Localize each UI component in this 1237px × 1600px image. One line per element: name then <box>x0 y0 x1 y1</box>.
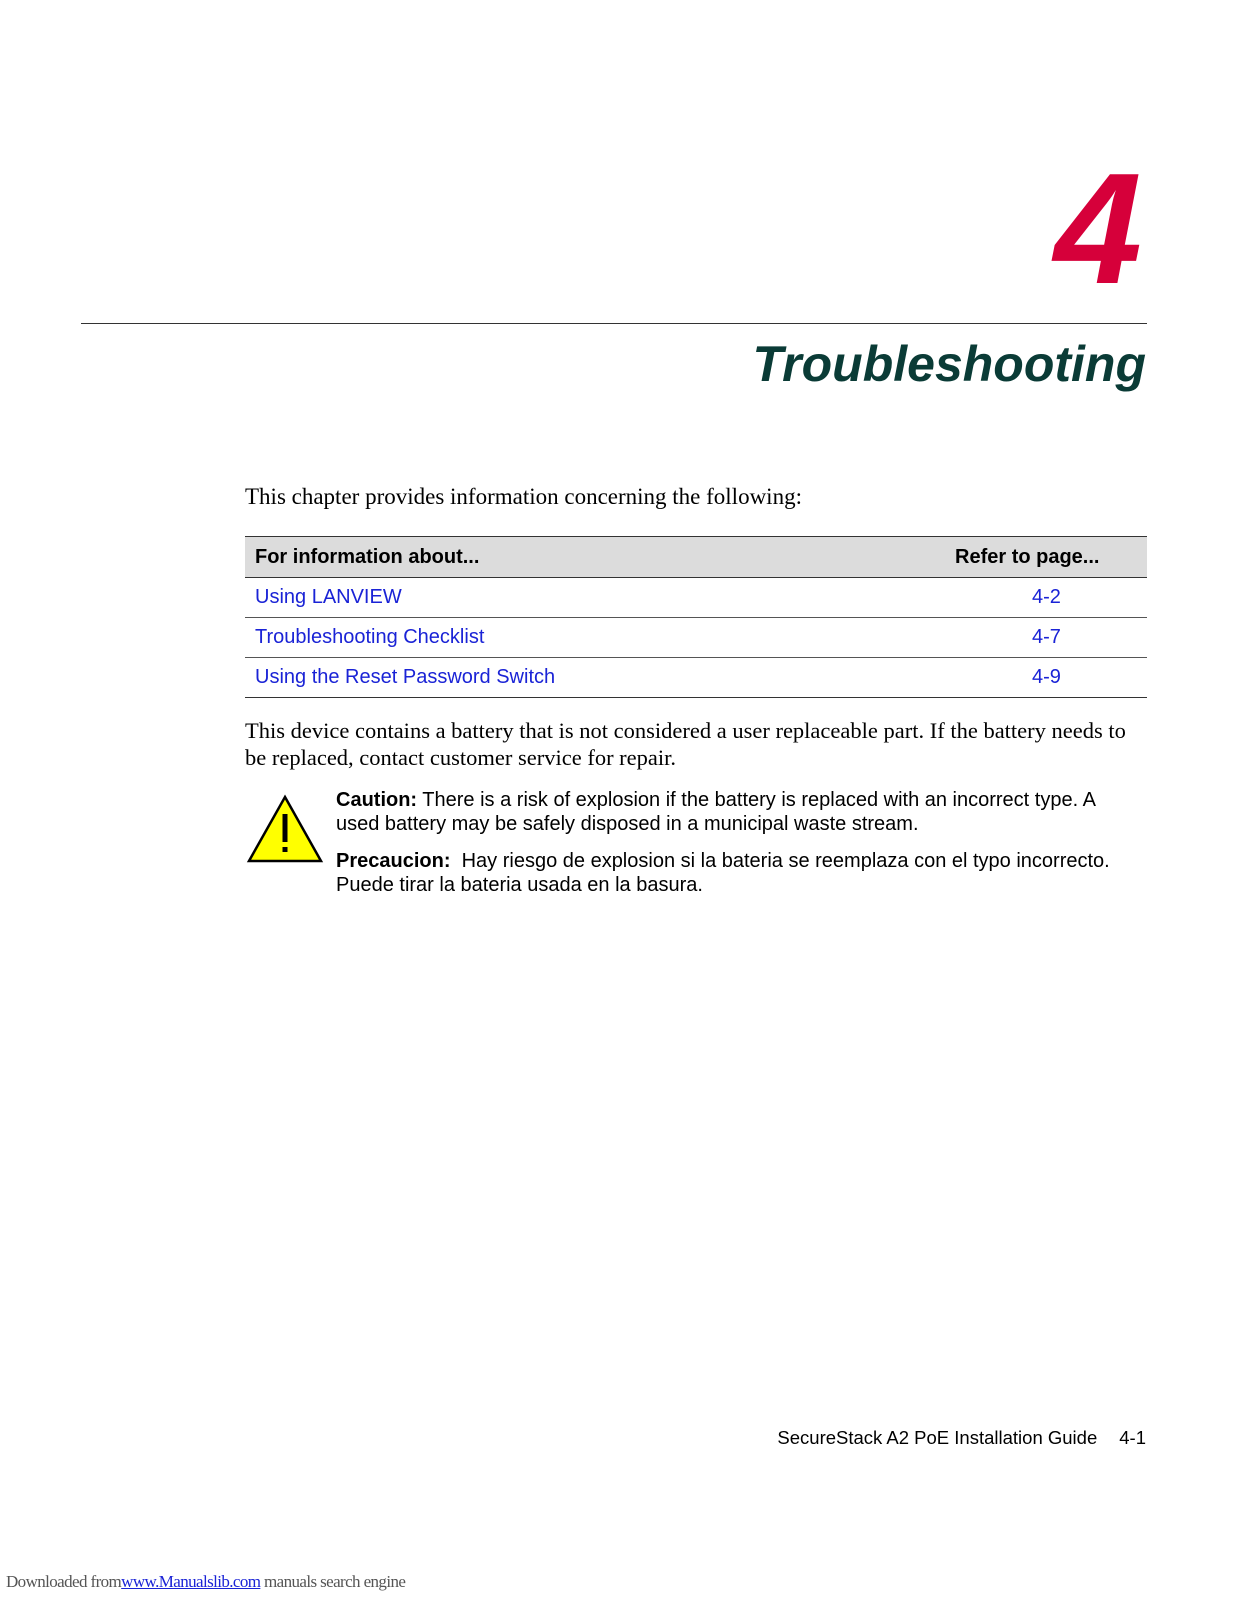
page-footer <box>777 1427 1146 1449</box>
table-row <box>245 618 1147 658</box>
page-link-4-7[interactable]: 4-7 <box>1032 626 1061 648</box>
caution-notice <box>336 788 1136 910</box>
topics-table <box>245 536 1147 698</box>
header-topic: For information about... <box>245 537 955 578</box>
footer-page-number: 4-1 <box>1119 1427 1146 1448</box>
table-row <box>245 578 1147 618</box>
page-link-4-9[interactable]: 4-9 <box>1032 666 1061 688</box>
footer-guide-title: SecureStack A2 PoE Installation Guide <box>777 1427 1098 1448</box>
download-suffix: manuals search engine <box>264 1572 406 1591</box>
precaucion-text: Hay riesgo de explosion si la bateria se reemplaza con el typo incorrecto. Puede tirar la bateria usada en la basura. <box>336 850 1110 896</box>
caution-es <box>336 849 1136 897</box>
manualslib-link[interactable]: www.Manualslib.com <box>121 1572 261 1591</box>
download-prefix: Downloaded from <box>6 1572 122 1591</box>
header-page: Refer to page... <box>955 537 1147 578</box>
topic-link-reset-password-switch[interactable]: Using the Reset Password Switch <box>255 666 556 688</box>
caution-en <box>336 788 1136 836</box>
chapter-divider <box>81 323 1147 324</box>
download-note <box>6 1572 405 1592</box>
page-link-4-2[interactable]: 4-2 <box>1032 586 1061 608</box>
table-header-row <box>245 537 1147 578</box>
intro-text: This chapter provides information concerning the following: <box>245 484 802 509</box>
caution-label: Caution: <box>336 789 418 811</box>
precaucion-label: Precaucion: <box>336 850 451 872</box>
topic-link-using-lanview[interactable]: Using LANVIEW <box>255 586 402 608</box>
table-row <box>245 658 1147 698</box>
caution-text: There is a risk of explosion if the battery is replaced with an incorrect type. A used battery may be safely disposed in a municipal waste stream. <box>336 789 1095 835</box>
chapter-title: Troubleshooting <box>752 336 1146 392</box>
chapter-number: 4 <box>1054 141 1142 317</box>
warning-triangle-icon <box>246 794 324 864</box>
topic-link-troubleshooting-checklist[interactable]: Troubleshooting Checklist <box>255 626 485 648</box>
battery-paragraph: This device contains a battery that is not considered a user replaceable part. If the battery needs to be replaced, contact customer service for repair. <box>245 718 1126 770</box>
